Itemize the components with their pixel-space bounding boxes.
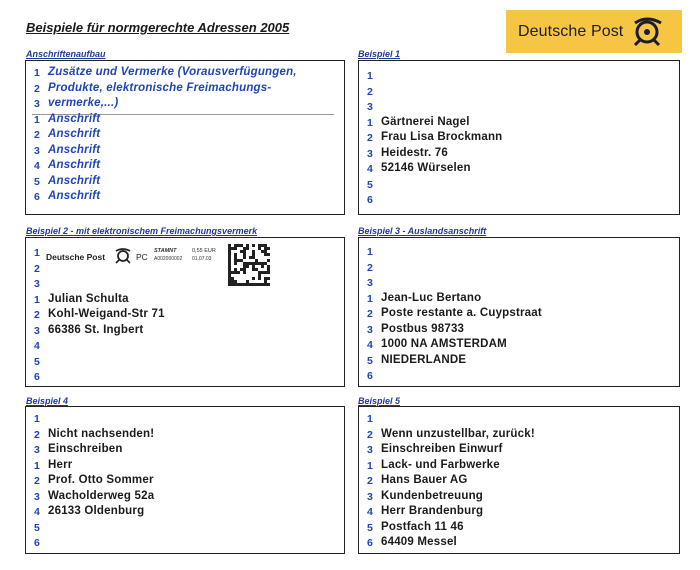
line-number: 1 (34, 293, 40, 306)
line-number: 5 (367, 521, 373, 534)
label-beispiel-3: Beispiel 3 - Auslandsanschrift (358, 226, 487, 236)
address-line: 64409 Messel (381, 536, 457, 548)
line-number: 6 (34, 191, 40, 203)
address-line: Einschreiben (48, 443, 123, 455)
line-number: 3 (34, 444, 40, 456)
address-line: 26133 Oldenburg (48, 505, 145, 517)
line-number: 1 (367, 459, 373, 472)
line-number: 3 (34, 98, 40, 110)
address-line: Heidestr. 76 (381, 146, 448, 159)
address-line: 52146 Würselen (381, 162, 471, 174)
address-line: NIEDERLANDE (381, 353, 467, 366)
line-number: 4 (34, 506, 40, 518)
line-number: 6 (34, 371, 40, 383)
line-number: 2 (367, 475, 373, 487)
line-number: 3 (367, 277, 373, 289)
line-number: 4 (367, 163, 373, 175)
address-line: Jean-Luc Bertano (381, 291, 482, 304)
datamatrix-code-icon (228, 244, 270, 286)
logo-text: Deutsche Post (518, 22, 624, 40)
post-horn-icon (631, 17, 665, 47)
line-number: 2 (367, 85, 373, 98)
address-line: Anschrift (48, 112, 101, 125)
electronic-franking (46, 244, 306, 290)
franking-pc: PC (136, 252, 148, 262)
label-beispiel-4: Beispiel 4 (26, 396, 69, 406)
address-line: Poste restante a. Cuypstraat (381, 307, 542, 319)
line-number: 3 (367, 323, 373, 336)
address-line: Zusätze und Vermerke (Vorausverfügungen, (48, 66, 297, 78)
address-line: Herr Brandenburg (381, 505, 484, 517)
address-line: 66386 St. Ingbert (48, 323, 144, 336)
address-line: Kundenbetreuung (381, 489, 484, 502)
line-number: 1 (367, 292, 373, 305)
address-line: Anschrift (48, 159, 101, 171)
address-line: Frau Lisa Brockmann (381, 131, 503, 143)
line-number: 1 (367, 413, 373, 425)
box-beispiel-2 (25, 237, 345, 387)
line-number: 4 (367, 506, 373, 518)
box-beispiel-5 (358, 406, 680, 554)
address-line: Wacholderweg 52a (48, 489, 155, 502)
line-number: 2 (34, 428, 40, 441)
label-beispiel-1: Beispiel 1 (358, 49, 401, 59)
line-number: 1 (34, 113, 40, 126)
line-number: 6 (367, 370, 373, 382)
box-anschriftenaufbau (25, 60, 345, 215)
address-line: Gärtnerei Nagel (381, 115, 470, 128)
address-line: Anschrift (48, 143, 101, 156)
address-line: Nicht nachsenden! (48, 427, 155, 440)
line-number: 3 (34, 324, 40, 337)
line-number: 3 (34, 278, 40, 290)
line-number: 2 (367, 308, 373, 320)
label-anschriftenaufbau: Anschriftenaufbau (26, 49, 106, 59)
line-number: 3 (367, 101, 373, 113)
address-line: Lack- und Farbwerke (381, 458, 500, 471)
line-number: 4 (34, 340, 40, 352)
line-number: 3 (34, 144, 40, 157)
line-number: 6 (367, 194, 373, 206)
line-number: 2 (34, 309, 40, 321)
line-number: 3 (367, 490, 373, 503)
line-number: 2 (34, 475, 40, 487)
line-number: 1 (367, 246, 373, 258)
address-line: 1000 NA AMSTERDAM (381, 338, 507, 350)
line-number: 2 (34, 262, 40, 275)
line-number: 1 (34, 247, 40, 259)
post-horn-icon (114, 248, 132, 264)
address-line: Postbus 98733 (381, 322, 465, 335)
line-number: 2 (367, 132, 373, 144)
address-line: Anschrift (48, 174, 101, 187)
line-number: 2 (367, 428, 373, 441)
line-number: 3 (367, 444, 373, 456)
label-beispiel-2: Beispiel 2 - mit elektronischem Freimachungsvermerk (26, 226, 258, 236)
label-beispiel-5: Beispiel 5 (358, 396, 401, 406)
line-number: 2 (34, 82, 40, 95)
line-number: 1 (367, 116, 373, 129)
address-line: Anschrift (48, 128, 101, 140)
line-number: 1 (34, 413, 40, 425)
box-beispiel-3 (358, 237, 680, 387)
address-line: Hans Bauer AG (381, 474, 468, 486)
line-number: 4 (34, 160, 40, 172)
address-line: Prof. Otto Sommer (48, 474, 154, 486)
line-number: 5 (34, 175, 40, 188)
line-number: 3 (34, 490, 40, 503)
address-line: Kohl-Weigand-Str 71 (48, 308, 165, 320)
address-line: Wenn unzustellbar, zurück! (381, 427, 535, 440)
address-line: vermerke,...) (48, 97, 119, 109)
line-number: 5 (34, 355, 40, 368)
box-beispiel-4 (25, 406, 345, 554)
line-number: 5 (367, 354, 373, 367)
address-line: Einschreiben Einwurf (381, 443, 503, 455)
franking-date: 01.07.03 (192, 256, 212, 262)
line-number: 4 (367, 339, 373, 351)
franking-price: 0,55 EUR (192, 248, 216, 254)
line-number: 5 (367, 178, 373, 191)
address-line: Produkte, elektronische Freimachungs- (48, 81, 272, 94)
line-number: 3 (367, 147, 373, 160)
address-line: Herr (48, 458, 73, 471)
line-number: 1 (367, 70, 373, 82)
line-number: 1 (34, 67, 40, 79)
deutsche-post-logo (506, 10, 682, 53)
line-number: 5 (34, 521, 40, 534)
address-line: Postfach 11 46 (381, 520, 464, 533)
line-number: 2 (367, 261, 373, 274)
franking-brand: Deutsche Post (46, 252, 106, 262)
franking-stamp-label: STAMNT (154, 248, 177, 254)
line-number: 2 (34, 129, 40, 141)
address-line: Julian Schulta (48, 292, 129, 305)
page-title: Beispiele für normgerechte Adressen 2005 (26, 20, 290, 35)
line-number: 1 (34, 459, 40, 472)
address-line: Anschrift (48, 190, 101, 202)
line-number: 6 (34, 537, 40, 549)
box-beispiel-1 (358, 60, 680, 215)
line-number: 6 (367, 537, 373, 549)
franking-stamp-code: A002000002 (154, 256, 183, 262)
